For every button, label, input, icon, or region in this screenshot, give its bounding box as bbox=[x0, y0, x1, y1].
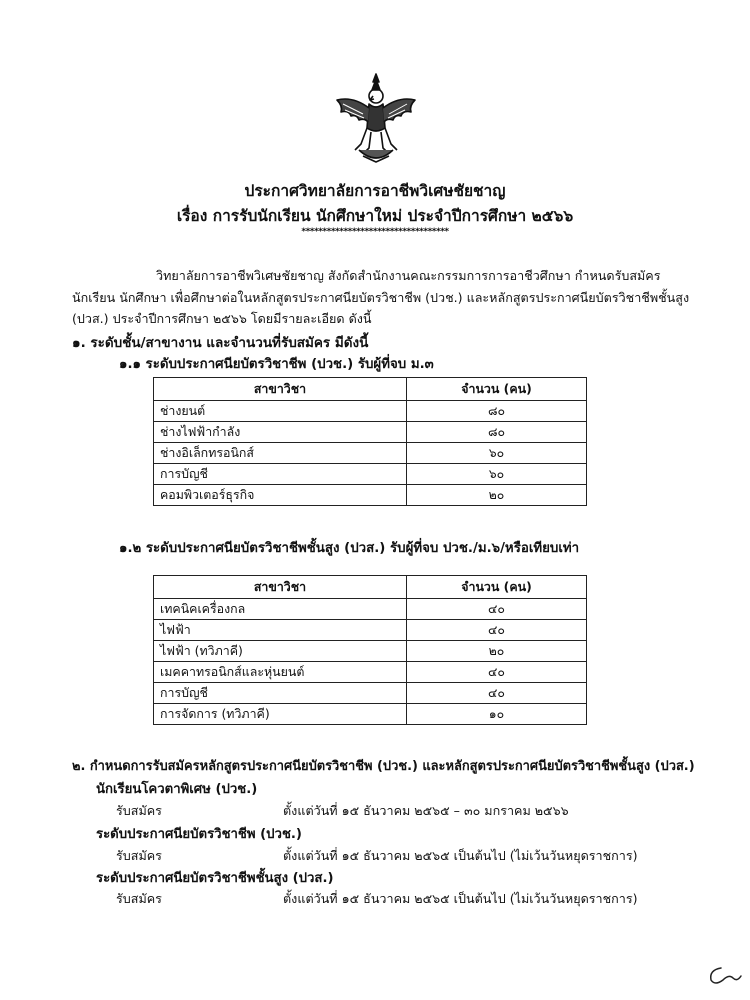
subject-cell: เมคคาทรอนิกส์และหุ่นยนต์ bbox=[154, 662, 407, 683]
table-row bbox=[154, 662, 587, 683]
schedule-group-title: ระดับประกาศนียบัตรวิชาชีพชั้นสูง (ปวส.) bbox=[96, 871, 334, 886]
intro-line-1: วิทยาลัยการอาชีพวิเศษชัยชาญ สังกัดสำนักงานคณะกรรมการการอาชีวศึกษา กำหนดรับสมัคร bbox=[156, 268, 661, 283]
table-row bbox=[154, 422, 587, 443]
count-cell: ๖๐ bbox=[407, 464, 587, 485]
schedule-group-title: นักเรียนโควตาพิเศษ (ปวช.) bbox=[96, 782, 258, 797]
separator-line: *********************************** bbox=[301, 227, 449, 237]
subject-cell: ช่างอิเล็กทรอนิกส์ bbox=[154, 443, 407, 464]
intro-line-2: นักเรียน นักศึกษา เพื่อศึกษาต่อในหลักสูตรประกาศนียบัตรวิชาชีพ (ปวช.) และหลักสูตรประกาศนียบัตรวิชาชีพชั้นสูง bbox=[72, 290, 690, 305]
count-cell: ๔๐ bbox=[407, 620, 587, 641]
announcement-title: ประกาศวิทยาลัยการอาชีพวิเศษชัยชาญ bbox=[244, 182, 506, 200]
subject-cell: ช่างไฟฟ้ากำลัง bbox=[154, 422, 407, 443]
subject-cell: การบัญชี bbox=[154, 464, 407, 485]
schedule-date: ตั้งแต่วันที่ ๑๕ ธันวาคม ๒๕๖๕ เป็นต้นไป (ไม่เว้นวันหยุดราชการ) bbox=[283, 848, 638, 863]
count-cell: ๒๐ bbox=[407, 641, 587, 662]
section-1-heading: ๑. ระดับชั้น/สาขางาน และจำนวนที่รับสมัคร มีดังนี้ bbox=[72, 335, 369, 351]
column-header-count: จำนวน (คน) bbox=[407, 576, 587, 599]
table-row bbox=[154, 443, 587, 464]
table-header-row bbox=[154, 576, 587, 599]
table-row bbox=[154, 620, 587, 641]
count-cell: ๔๐ bbox=[407, 662, 587, 683]
count-cell: ๔๐ bbox=[407, 599, 587, 620]
intro-line-3: (ปวส.) ประจำปีการศึกษา ๒๕๖๖ โดยมีรายละเอียด ดังนี้ bbox=[72, 311, 372, 326]
schedule-group-title: ระดับประกาศนียบัตรวิชาชีพ (ปวช.) bbox=[96, 827, 302, 842]
table-row bbox=[154, 704, 587, 725]
section-1-1-heading: ๑.๑ ระดับประกาศนียบัตรวิชาชีพ (ปวช.) รับผู้ที่จบ ม.๓ bbox=[119, 357, 434, 372]
table-row bbox=[154, 683, 587, 704]
schedule-date: ตั้งแต่วันที่ ๑๕ ธันวาคม ๒๕๖๕ เป็นต้นไป (ไม่เว้นวันหยุดราชการ) bbox=[283, 891, 638, 906]
handwritten-mark-icon bbox=[703, 960, 743, 988]
garuda-emblem-icon bbox=[333, 70, 419, 166]
schedule-date: ตั้งแต่วันที่ ๑๕ ธันวาคม ๒๕๖๕ – ๓๐ มกราคม ๒๕๖๖ bbox=[283, 803, 569, 818]
table-row bbox=[154, 485, 587, 506]
schedule-label: รับสมัคร bbox=[116, 803, 162, 818]
column-header-subject: สาขาวิชา bbox=[154, 378, 407, 401]
table-row bbox=[154, 599, 587, 620]
count-cell: ๑๐ bbox=[407, 704, 587, 725]
column-header-count: จำนวน (คน) bbox=[407, 378, 587, 401]
column-header-subject: สาขาวิชา bbox=[154, 576, 407, 599]
count-cell: ๖๐ bbox=[407, 443, 587, 464]
pvs-quota-table bbox=[153, 575, 587, 725]
schedule-label: รับสมัคร bbox=[116, 848, 162, 863]
subject-cell: ช่างยนต์ bbox=[154, 401, 407, 422]
count-cell: ๘๐ bbox=[407, 401, 587, 422]
pvc-quota-table bbox=[153, 377, 587, 506]
table-row bbox=[154, 464, 587, 485]
table-header-row bbox=[154, 378, 587, 401]
table-row bbox=[154, 641, 587, 662]
section-1-2-heading: ๑.๒ ระดับประกาศนียบัตรวิชาชีพชั้นสูง (ปวส.) รับผู้ที่จบ ปวช./ม.๖/หรือเทียบเท่า bbox=[119, 541, 580, 556]
subject-cell: ไฟฟ้า bbox=[154, 620, 407, 641]
schedule-label: รับสมัคร bbox=[116, 891, 162, 906]
subject-cell: คอมพิวเตอร์ธุรกิจ bbox=[154, 485, 407, 506]
subject-cell: การบัญชี bbox=[154, 683, 407, 704]
subject-cell: ไฟฟ้า (ทวิภาคี) bbox=[154, 641, 407, 662]
count-cell: ๘๐ bbox=[407, 422, 587, 443]
subject-cell: เทคนิคเครื่องกล bbox=[154, 599, 407, 620]
section-2-heading: ๒. กำหนดการรับสมัครหลักสูตรประกาศนียบัตรวิชาชีพ (ปวช.) และหลักสูตรประกาศนียบัตรวิชาชีพชั้นสูง (ปวส.) bbox=[72, 759, 695, 774]
count-cell: ๔๐ bbox=[407, 683, 587, 704]
announcement-subject: เรื่อง การรับนักเรียน นักศึกษาใหม่ ประจำปีการศึกษา ๒๕๖๖ bbox=[176, 207, 574, 225]
subject-cell: การจัดการ (ทวิภาคี) bbox=[154, 704, 407, 725]
count-cell: ๒๐ bbox=[407, 485, 587, 506]
table-row bbox=[154, 401, 587, 422]
